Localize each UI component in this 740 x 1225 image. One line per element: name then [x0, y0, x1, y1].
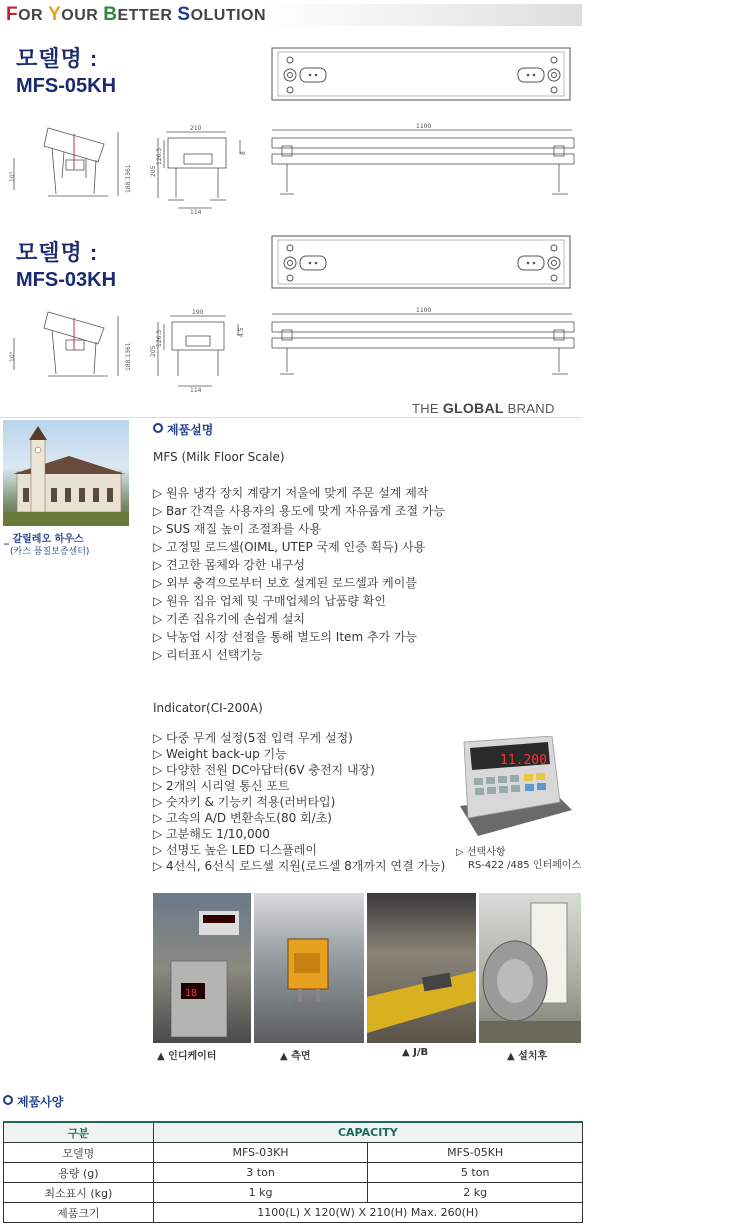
dim-angle: 10° — [9, 171, 16, 182]
feature-item: ▷ 선명도 높은 LED 디스플레이 — [153, 843, 317, 857]
spec-value: 2 kg — [368, 1183, 583, 1203]
dim-width: 210 — [190, 125, 202, 132]
tagline-initial: S — [177, 4, 191, 25]
spec-value: 1100(L) X 120(W) X 210(H) Max. 260(H) — [153, 1203, 582, 1223]
dim-h1: 126.5 — [156, 147, 163, 165]
tagline-initial: F — [6, 4, 19, 25]
photo-caption-side: ▲ 측면 — [280, 1051, 311, 1062]
spec-value: MFS-03KH — [153, 1143, 368, 1163]
feature-item: ▷ 기존 집유기에 손쉽게 설치 — [153, 612, 305, 626]
dim-foot: 114 — [190, 387, 202, 392]
feature-item: ▷ 리터표시 선택기능 — [153, 648, 263, 662]
dim-angle: 10° — [9, 351, 16, 362]
spec-label: 용량 (g) — [4, 1163, 154, 1183]
spec-row — [4, 1143, 583, 1163]
indicator-device-image — [456, 736, 574, 842]
feature-item: ▷ 4선식, 6선식 로드셀 지원(로드셀 8개까지 연결 가능) — [153, 859, 446, 873]
feature-item: ▷ 외부 충격으로부터 보호 설계된 로드셀과 케이블 — [153, 576, 417, 590]
spec-label: 모델명 — [4, 1143, 154, 1163]
section-title-spec: 제품사양 — [3, 1093, 63, 1110]
feature-item: ▷ SUS 재질 높이 조절좌를 사용 — [153, 522, 322, 536]
circle-bullet-icon — [153, 423, 163, 433]
feature-item: ▷ 다양한 전원 DC아답터(6V 충전지 내장) — [153, 763, 375, 777]
spec-table — [3, 1121, 583, 1223]
dim-width: 190 — [192, 309, 204, 316]
photo-side — [254, 893, 364, 1043]
spec-value: 5 ton — [368, 1163, 583, 1183]
spec-row — [4, 1203, 583, 1223]
spec-value: 1 kg — [153, 1183, 368, 1203]
feature-item: ▷ 숫자키 & 기능키 적용(러버타입) — [153, 795, 336, 809]
panel-display-value: 18 — [185, 988, 198, 999]
model-title-1 — [16, 42, 116, 98]
indicator-display-value: 11.200 — [500, 753, 547, 768]
dim-h3: 205 — [150, 165, 157, 177]
dim-h2: 4.5 — [238, 327, 245, 337]
indicator-title: Indicator(CI-200A) — [153, 701, 263, 715]
feature-item: ▷ 견고한 몸체와 강한 내구성 — [153, 558, 305, 572]
feature-list — [153, 484, 445, 664]
photo-caption-jb: ▲ J/B — [402, 1047, 429, 1058]
model-code: MFS-03KH — [16, 269, 117, 291]
brand-post: BRAND — [503, 401, 555, 416]
option-value: RS-422 /485 인터페이스 — [468, 860, 582, 871]
photo-installed — [479, 893, 581, 1043]
dim-h4: 188.1361 — [125, 342, 132, 371]
dim-h4: 188.1361 — [125, 164, 132, 193]
spec-header-capacity: CAPACITY — [153, 1122, 582, 1143]
side-view-drawing-2 — [8, 302, 578, 392]
building-caption-sub: (카스 품질보증센터) — [10, 547, 90, 557]
dim-h2: 8 — [240, 151, 247, 155]
tagline-word: OUR — [61, 7, 104, 24]
spec-value: 3 ton — [153, 1163, 368, 1183]
dim-foot: 114 — [190, 209, 202, 216]
photo-caption-installed: ▲ 설치후 — [507, 1051, 548, 1062]
spec-header-row — [4, 1122, 583, 1143]
tagline-initial: Y — [48, 4, 62, 25]
top-view-drawing-2 — [270, 234, 574, 290]
feature-item: ▷ 원유 냉각 장치 계량기 저울에 맞게 주문 설계 제작 — [153, 486, 429, 500]
feature-item: ▷ Weight back-up 기능 — [153, 747, 287, 761]
product-name: MFS (Milk Floor Scale) — [153, 450, 285, 464]
circle-bullet-icon — [3, 1095, 13, 1105]
model-label: 모델명 : — [16, 46, 99, 71]
dim-h1: 126.5 — [156, 329, 163, 347]
model-title-2 — [16, 236, 116, 292]
feature-item: ▷ 고속의 A/D 변환속도(80 회/초) — [153, 811, 332, 825]
photo-junction-box — [367, 893, 476, 1043]
spec-row — [4, 1163, 583, 1183]
tagline — [6, 4, 266, 26]
feature-item: ▷ 다중 무게 설정(5점 입력 무게 설정) — [153, 731, 353, 745]
feature-item: ▷ 낙농업 시장 선점을 통해 별도의 Item 추가 가능 — [153, 630, 418, 644]
feature-item: ▷ 고분해도 1/10,000 — [153, 827, 270, 841]
option-label: ▷ 선택사항 — [456, 847, 506, 858]
spec-label: 제품크기 — [4, 1203, 154, 1223]
dim-length: 1100 — [416, 123, 432, 130]
model-code: MFS-05KH — [16, 75, 117, 97]
divider — [0, 417, 582, 418]
photo-indicator — [153, 893, 251, 1043]
spec-label: 최소표시 (kg) — [4, 1183, 154, 1203]
building-caption-name: _ 갈릴레오 하우스 — [4, 534, 84, 545]
feature-item: ▷ 원유 집유 업체 및 구매업체의 납품량 확인 — [153, 594, 386, 608]
dim-length: 1100 — [416, 307, 432, 314]
brand-pre: THE — [412, 401, 443, 416]
spec-row — [4, 1183, 583, 1203]
feature-item: ▷ Bar 간격을 사용자의 용도에 맞게 자유롭게 조절 가능 — [153, 504, 446, 518]
building-photo — [3, 420, 129, 526]
tagline-word: OLUTION — [190, 7, 267, 24]
photo-caption-indicator: ▲ 인디케이터 — [157, 1051, 217, 1062]
tagline-initial: B — [103, 4, 118, 25]
section-title-description: 제품설명 — [153, 421, 213, 438]
feature-item: ▷ 2개의 시리얼 통신 포트 — [153, 779, 290, 793]
brand-slogan — [412, 400, 555, 416]
spec-header-category: 구분 — [4, 1122, 154, 1143]
feature-item: ▷ 고정밀 로드셀(OIML, UTEP 국제 인증 획득) 사용 — [153, 540, 426, 554]
model-label: 모델명 : — [16, 240, 99, 265]
indicator-feature-list — [153, 730, 445, 874]
dim-h3: 205 — [150, 345, 157, 357]
brand-bold: GLOBAL — [442, 400, 504, 416]
tagline-word: OR — [18, 7, 49, 24]
tagline-word: ETTER — [117, 7, 178, 24]
spec-value: MFS-05KH — [368, 1143, 583, 1163]
side-view-drawing-1 — [8, 118, 578, 218]
top-view-drawing-1 — [270, 46, 574, 102]
